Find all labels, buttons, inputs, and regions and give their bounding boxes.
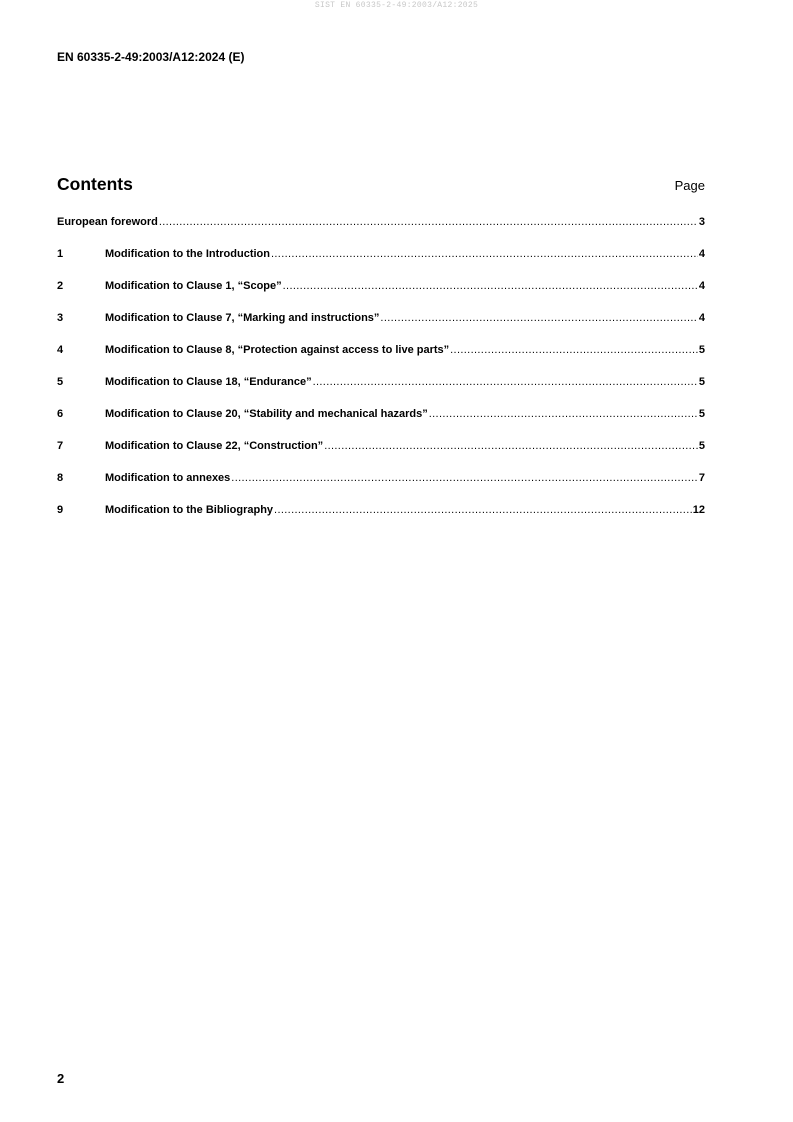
toc-entry-page[interactable]: 7 — [698, 472, 705, 484]
toc-entry-page[interactable]: 4 — [698, 280, 705, 292]
toc-list — [57, 216, 705, 536]
toc-entry-number: 3 — [57, 312, 64, 324]
toc-dot-leader — [283, 280, 698, 292]
document-id-header: EN 60335-2-49:2003/A12:2024 (E) — [57, 50, 245, 64]
toc-entry-number: 7 — [57, 440, 64, 452]
toc-entry-page[interactable]: 4 — [698, 248, 705, 260]
toc-entry-number: 8 — [57, 472, 64, 484]
toc-entry-number: 6 — [57, 408, 64, 420]
toc-entry-title[interactable]: European foreword — [57, 216, 158, 228]
toc-dot-leader — [380, 312, 697, 324]
toc-entry-title[interactable]: Modification to the Introduction — [105, 248, 270, 260]
toc-entry-introduction[interactable] — [57, 248, 705, 280]
toc-entry-title[interactable]: Modification to the Bibliography — [105, 504, 274, 516]
toc-entry-number: 9 — [57, 504, 64, 516]
toc-entry-endurance[interactable] — [57, 376, 705, 408]
toc-dot-leader — [450, 344, 698, 356]
toc-entry-page[interactable]: 5 — [698, 440, 705, 452]
toc-dot-leader — [274, 504, 692, 516]
toc-entry-title[interactable]: Modification to Clause 8, “Protection against access to live parts” — [105, 344, 450, 356]
toc-entry-page[interactable]: 4 — [698, 312, 705, 324]
page-number: 2 — [57, 1071, 65, 1086]
toc-entry-page[interactable]: 5 — [698, 344, 705, 356]
toc-entry-number: 1 — [57, 248, 64, 260]
toc-entry-marking[interactable] — [57, 312, 705, 344]
toc-entry-page[interactable]: 5 — [698, 408, 705, 420]
toc-entry-page[interactable]: 3 — [698, 216, 705, 228]
toc-entry-title[interactable]: Modification to Clause 22, “Construction” — [105, 440, 324, 452]
toc-entry-annexes[interactable] — [57, 472, 705, 504]
toc-dot-leader — [159, 216, 698, 228]
toc-entry-construction[interactable] — [57, 440, 705, 472]
toc-dot-leader — [313, 376, 698, 388]
toc-entry-number: 5 — [57, 376, 64, 388]
toc-entry-title[interactable]: Modification to Clause 20, “Stability and mechanical hazards” — [105, 408, 428, 420]
toc-entry-title[interactable]: Modification to Clause 1, “Scope” — [105, 280, 282, 292]
toc-page-column-label: Page — [674, 178, 705, 193]
toc-entry-stability[interactable] — [57, 408, 705, 440]
toc-entry-page[interactable]: 5 — [698, 376, 705, 388]
toc-entry-bibliography[interactable] — [57, 504, 705, 536]
toc-entry-scope[interactable] — [57, 280, 705, 312]
toc-entry-title[interactable]: Modification to Clause 7, “Marking and instructions” — [105, 312, 380, 324]
toc-entry-title[interactable]: Modification to Clause 18, “Endurance” — [105, 376, 312, 388]
toc-dot-leader — [271, 248, 698, 260]
toc-entry-live-parts[interactable] — [57, 344, 705, 376]
toc-title: Contents — [57, 174, 133, 194]
toc-dot-leader — [231, 472, 698, 484]
toc-header — [57, 174, 705, 195]
toc-entry-title[interactable]: Modification to annexes — [105, 472, 231, 484]
toc-entry-number: 2 — [57, 280, 64, 292]
watermark: SIST EN 60335-2-49:2003/A12:2025 — [314, 1, 479, 10]
toc-dot-leader — [324, 440, 698, 452]
toc-dot-leader — [429, 408, 698, 420]
toc-entry-page[interactable]: 12 — [692, 504, 705, 516]
toc-entry-european-foreword[interactable] — [57, 216, 705, 248]
toc-entry-number: 4 — [57, 344, 64, 356]
